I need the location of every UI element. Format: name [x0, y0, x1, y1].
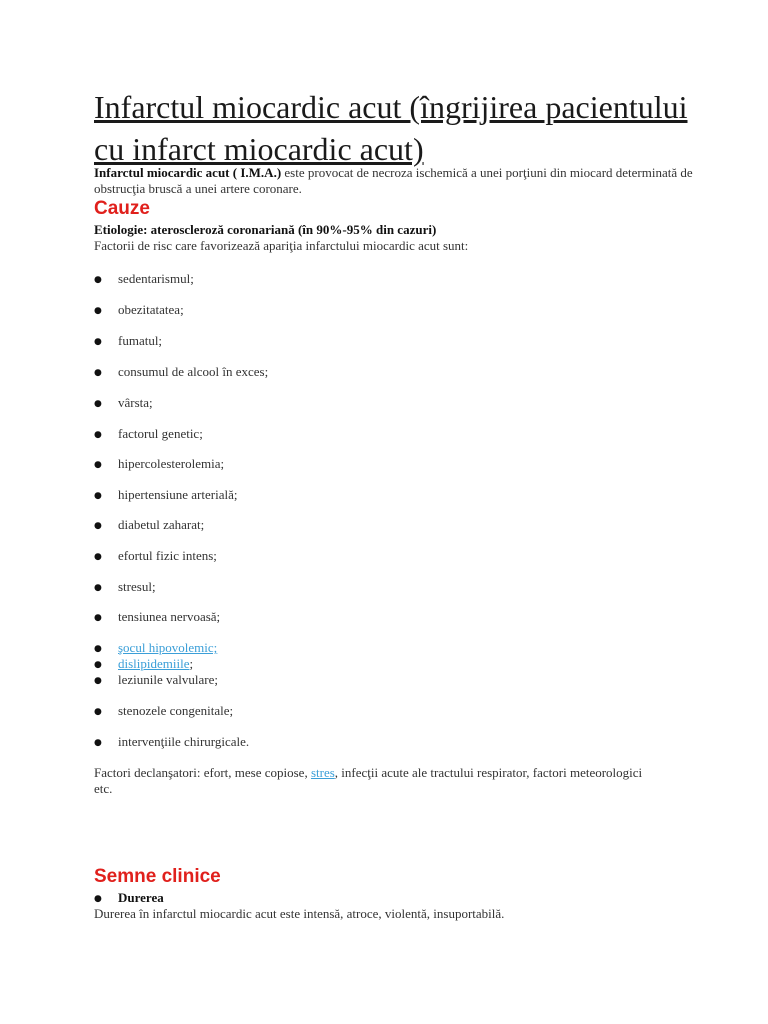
bullet-icon: ● [94, 738, 102, 748]
link-stres[interactable]: stres [310, 765, 335, 780]
bullet-icon: ● [94, 707, 102, 717]
list-item: ● vârsta; [94, 395, 153, 410]
bullet-icon: ● [94, 460, 102, 470]
etiology-block [94, 222, 694, 254]
list-item: ● stresul; [94, 579, 156, 594]
bullet-icon: ● [94, 676, 102, 686]
bullet-icon: ● [94, 521, 102, 531]
section-heading-causes: Cauze [94, 198, 150, 219]
bullet-icon: ● [94, 368, 102, 378]
list-item: ● factorul genetic; [94, 426, 203, 441]
pain-paragraph: Durerea în infarctul miocardic acut este intensă, atroce, violentă, insuportabilă. [94, 906, 505, 921]
intro-paragraph [94, 165, 694, 197]
section-heading-signs: Semne clinice [94, 866, 221, 887]
bullet-icon: ● [94, 399, 102, 409]
list-item: ● Durerea [94, 890, 164, 905]
etiology-heading: Etiologie: ateroscleroză coronariană (în 90%-95% din cazuri) [94, 222, 437, 237]
intro-term: Infarctul miocardic acut ( I.M.A.) [94, 165, 282, 180]
bullet-icon: ● [94, 613, 102, 623]
intro-text: este provocat de necroza ischemică a unei porţiuni din miocard determinată de obstrucţia bruscă a unei artere coronare. [94, 165, 693, 196]
list-item: ● diabetul zaharat; [94, 517, 205, 532]
bullet-icon: ● [94, 583, 102, 593]
bullet-icon: ● [94, 337, 102, 347]
document-title: Infarctul miocardic acut (îngrijirea pacientului cu infarct miocardic acut) [94, 89, 688, 167]
bullet-icon: ● [94, 552, 102, 562]
list-item: ● hipercolesterolemia; [94, 456, 225, 471]
etiology-text: Factorii de risc care favorizează apariţia infarctului miocardic acut sunt: [94, 238, 469, 253]
bullet-icon: ● [94, 491, 102, 501]
link-socul-hipovolemic[interactable]: şocul hipovolemic; [118, 640, 218, 655]
list-item: ● obezitatatea; [94, 302, 184, 317]
list-item-link: ● dislipidemiile; [94, 656, 194, 671]
list-item: ● tensiunea nervoasă; [94, 609, 221, 624]
list-item: ● fumatul; [94, 333, 163, 348]
bullet-icon: ● [94, 275, 102, 285]
list-item-link [94, 640, 217, 657]
bullet-icon: ● [94, 306, 102, 316]
list-item: ● stenozele congenitale; [94, 703, 234, 718]
bullet-icon: ● [94, 644, 102, 654]
bullet-icon: ● [94, 660, 102, 670]
list-item: ● intervenţiile chirurgicale. [94, 734, 250, 749]
bullet-icon: ● [94, 430, 102, 440]
link-dislipidemiile[interactable]: dislipidemiile [118, 656, 190, 671]
list-item: ● leziunile valvulare; [94, 672, 218, 687]
list-item: ● efortul fizic intens; [94, 548, 217, 563]
list-item: ● consumul de alcool în exces; [94, 364, 269, 379]
list-item: ● hipertensiune arterială; [94, 487, 238, 502]
list-item: ● sedentarismul; [94, 271, 194, 286]
bullet-icon: ● [94, 894, 102, 904]
triggers-paragraph: Factori declanşatori: efort, mese copiose, stres, infecţii acute ale tractului respirator, factori meteorologici etc. [94, 765, 643, 796]
